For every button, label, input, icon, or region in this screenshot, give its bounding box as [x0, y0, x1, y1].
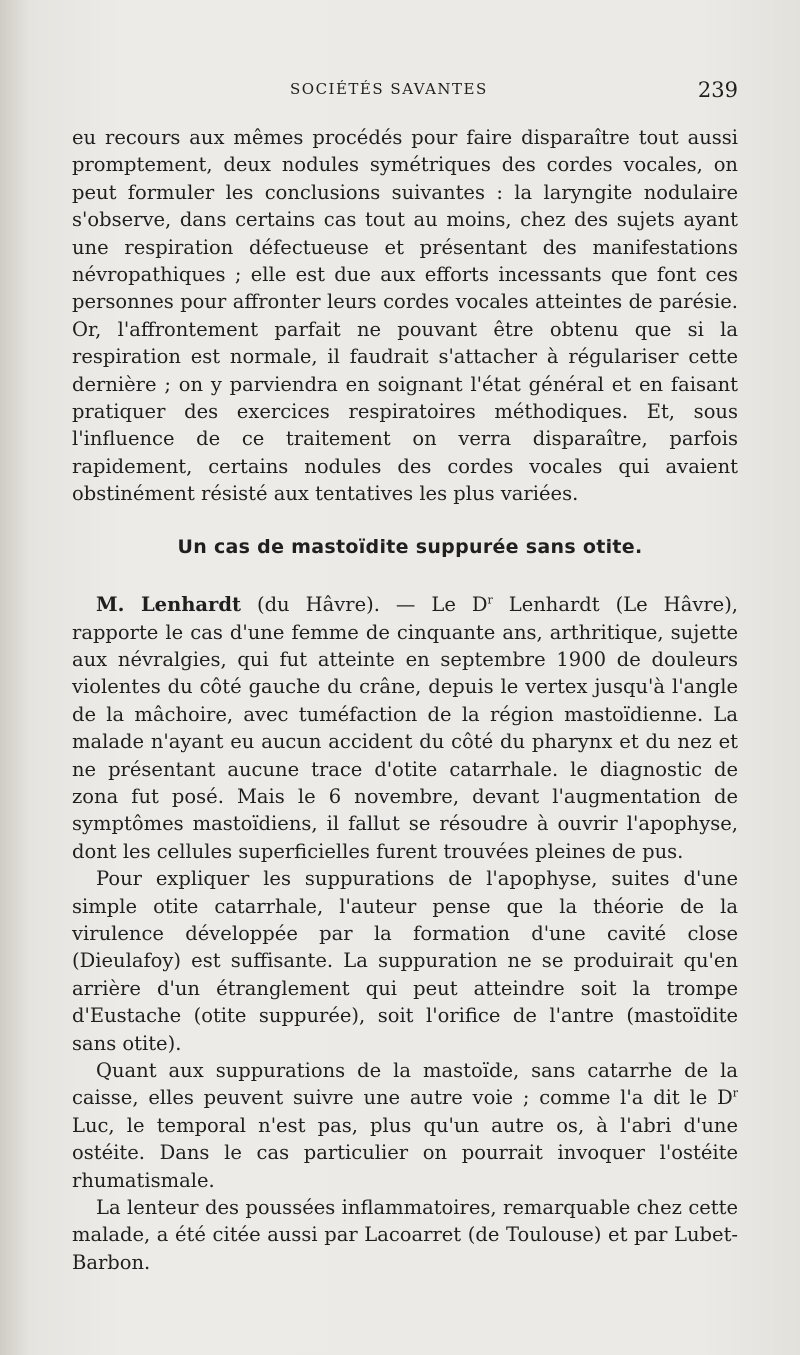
page-header [0, 78, 800, 108]
superscript-r-2: r [732, 1086, 738, 1100]
paragraph-lenhardt-text-b: Lenhardt (Le Hâvre), rapporte le cas d'une femme de cinquante ans, arthritique, sujette aux névralgies, qui fut atteinte en septembre 1900 de douleurs violentes du côté gauche du crâne, depuis le vertex jusqu'à l'angle de la mâchoire, avec tuméfaction de la région mastoïdienne. La malade n'ayant eu aucun accident du côté du pharynx et du nez et ne présentant aucune trace d'otite catarrhale. le diagnostic de zona fut posé. Mais le 6 novembre, devant l'augmentation de symptômes mastoïdiens, il fallut se résoudre à ouvrir l'apophyse, dont les cellules superficielles furent trouvées pleines de pus. [72, 593, 739, 863]
page-number: 239 [697, 78, 738, 102]
paragraph-conclusion: La lenteur des poussées inflammatoires, remarquable chez cette malade, a été citée aussi par Lacoarret (de Toulouse) et par Lubet-Barbon. [72, 1196, 738, 1274]
paragraph-continued: eu recours aux mêmes procédés pour faire disparaître tout aussi promptement, deux nodules symétriques des cordes vocales, on peut formuler les conclusions suivantes : la laryngite nodulaire s'observe, dans certains cas tout au moins, chez des sujets ayant une respiration défectueuse et présentant des manifestations névropathiques ; elle est due aux efforts incessants que font ces personnes pour affronter leurs cordes vocales atteintes de parésie. Or, l'affrontement parfait ne pouvant être obtenu que si la respiration est normale, il faudrait s'attacher à régulariser cette dernière ; on y parviendra en soignant l'état général et en faisant pratiquer des exercices respiratoires méthodiques. Et, sous l'influence de ce traitement on verra disparaître, parfois rapidement, certains nodules des cordes vocales qui avaient obstinément résisté aux tentatives les plus variées. [72, 126, 738, 506]
paragraph-explanation: Pour expliquer les suppurations de l'apophyse, suites d'une simple otite catarrhale, l'auteur pense que la théorie de la virulence développée par la formation d'une cavité close (Dieulafoy) est suffisante. La suppuration ne se produirait qu'en arrière d'un étranglement qui peut atteindre soit la trompe d'Eustache (otite suppurée), soit l'orifice de l'antre (mastoïdite sans otite). [72, 867, 738, 1055]
paragraph-mastoid-text-a: Quant aux suppurations de la mastoïde, sans catarrhe de la caisse, elles peuvent suivre une autre voie ; comme l'a dit le D [72, 1059, 738, 1110]
speaker-name: M. Lenhardt [96, 593, 241, 617]
running-title: SOCIÉTÉS SAVANTES [290, 80, 488, 98]
body-text [72, 124, 738, 1276]
superscript-r: r [487, 593, 493, 607]
paragraph-lenhardt [72, 591, 738, 865]
section-title: Un cas de mastoïdite suppurée sans otite. [177, 535, 643, 558]
paragraph-lenhardt-text-a: (du Hâvre). — Le D [240, 593, 488, 617]
paragraph-mastoid-text-b: Luc, le temporal n'est pas, plus qu'un autre os, à l'abri d'une ostéite. Dans le cas particulier on pourrait invoquer l'ostéite rhumatismale. [72, 1113, 738, 1192]
paragraph-mastoid [72, 1057, 738, 1194]
